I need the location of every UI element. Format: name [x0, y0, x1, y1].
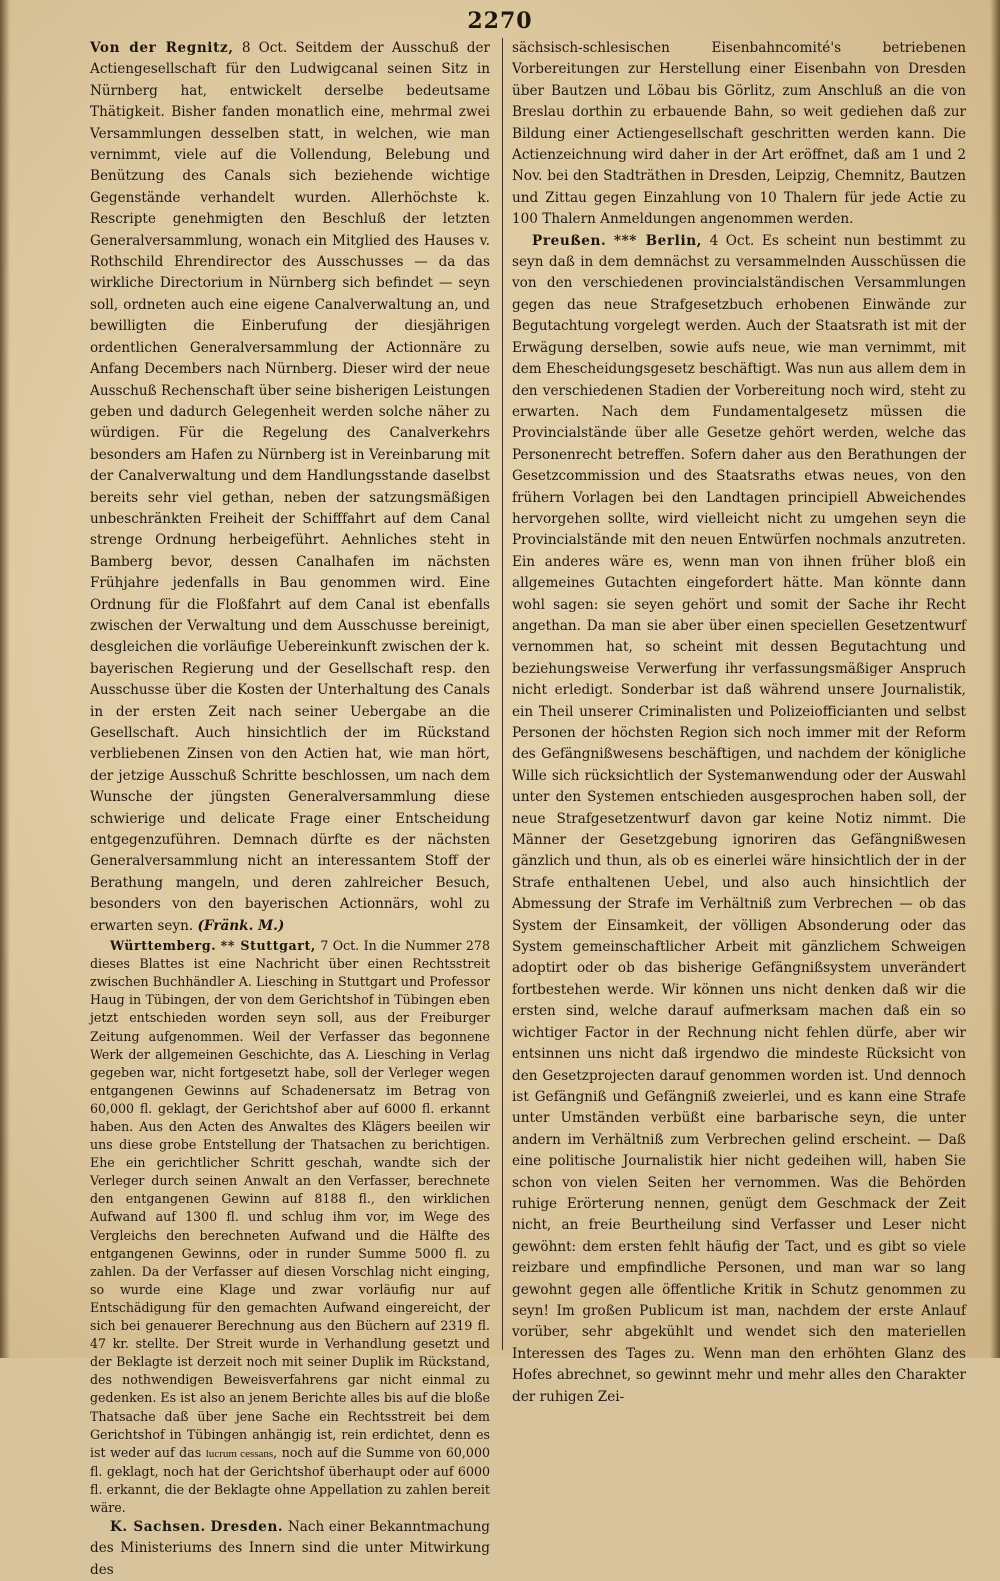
- dateline-place: Dresden.: [210, 1519, 284, 1536]
- article-sachsen: [90, 1517, 490, 1581]
- article-text: sächsisch-schlesischen Eisenbahncomité's betriebenen Vorbereitungen zur Herstellung einer Eisenbahn von Dresden über Bautzen und Löbau bis Görlitz, zum Anschluß an die von Breslau dorthin zu erbauende Bahn, so weit gediehen daß zur Bildung einer Actiengesellschaft geschritten werden kann. Die Actienzeichnung wird daher in der Art eröffnet, daß am 1 und 2 Nov. bei den Stadträthen in Dresden, Leipzig, Chemnitz, Bautzen und Zittau gegen Einzahlung von 10 Thalern für jede Actie zu 100 Thalern Anmeldungen angenommen werden.: [512, 40, 966, 228]
- right-column: [512, 38, 966, 1408]
- latin-term: lucrum cessans: [205, 1447, 274, 1460]
- left-column: [90, 38, 490, 1581]
- article-text: Seitdem der Ausschuß der Actiengesellschaft für den Ludwigcanal seinen Sitz in Nürnberg hat, entwickelt derselbe bedeutsame Thätigkeit. Bisher fanden monatlich eine, mehrmal zwei Versammlungen desselben statt, in welchen, wie man vernimmt, viele auf die Vollendung, Belebung und Benützung des Canals sich beziehende wichtige Gegenstände verhandelt wurden. Allerhöchste k. Rescripte genehmigten den Beschluß der letzten Generalversammlung, wonach ein Mitglied des Hauses v. Rothschild Ehrendirector des Ausschusses — da das wirkliche Directorium in Nürnberg sich befindet — seyn soll, ordneten auch eine eigene Canalverwaltung an, und bewilligten die Einberufung der diesjährigen ordentlichen Generalversammlung der Actionnäre zu Anfang Decembers nach Nürnberg. Dieser wird der neue Ausschuß Rechenschaft über seine bisherigen Leistungen geben und dadurch Gelegenheit werden solche näher zu würdigen. Für die Regelung des Canalverkehrs besonders am Hafen zu Nürnberg ist in Vereinbarung mit der Canalverwaltung und dem Handlungsstande daselbst bereits sehr viel gethan, neben der satzungsmäßigen unbeschränkten Freiheit der Schifffahrt auf dem Canal strenge Ordnung herbeigeführt. Aehnliches steht in Bamberg bevor, dessen Canalhafen im nächsten Frühjahre jedenfalls in Bau genommen wird. Eine Ordnung für die Floßfahrt auf dem Canal ist ebenfalls zwischen der Verwaltung und dem Ausschusse bereinigt, desgleichen die vorläufige Uebereinkunft zwischen der k. bayerischen Regierung und der Gesellschaft resp. den Ausschusse über die Kosten der Unterhaltung des Canals in der ersten Zeit nach seiner Uebergabe an die Gesellschaft. Auch hinsichtlich der im Rückstand verbliebenen Zinsen von den Actien hat, wie man hört, der jetzige Ausschuß Schritte beschlossen, um nach dem Wunsche der jüngsten Generalversammlung diese schwierige und delicate Frage einer Entscheidung entgegenzuführen. Demnach dürfte es der nächsten Generalversammlung nicht an interessantem Stoff der Berathung mangeln, und deren zahlreicher Besuch, besonders von den bayerischen Actionnärs, wohl zu erwarten seyn.: [90, 40, 491, 934]
- section-heading: Preußen.: [532, 232, 607, 249]
- dateline-date: 7 Oct.: [320, 938, 360, 954]
- column-divider: [502, 38, 503, 1350]
- article-preussen: [512, 231, 966, 1408]
- dateline-place: ** Stuttgart,: [220, 938, 316, 954]
- article-text: Nach einer Bekanntmachung des Ministeriums des Innern sind die unter Mitwirkung des: [90, 1519, 491, 1578]
- dateline-date: 8 Oct.: [241, 40, 288, 56]
- page-edge-left: [0, 0, 10, 1358]
- page-edge-right: [990, 0, 1000, 1358]
- article-text: , noch auf die Summe von 60,000 fl. geklagt, noch hat der Gerichtshof überhaupt oder auf 6000 fl. erkannt, die der Beklagte ohne Appellation zu zahlen bereit wäre.: [90, 1444, 490, 1515]
- dateline-place: Von der Regnitz,: [90, 40, 234, 56]
- section-heading: K. Sachsen.: [110, 1519, 206, 1536]
- page-number: 2270: [467, 8, 533, 34]
- dateline-place: *** Berlin,: [613, 232, 703, 249]
- section-heading: Württemberg.: [110, 938, 217, 954]
- article-regnitz: [90, 38, 490, 937]
- article-text: Es scheint nun bestimmt zu seyn daß in dem demnächst zu versammelnden Ausschüssen die von den verschiedenen provincialständischen Versammlungen gegen das neue Strafgesetzbuch erhobenen Einwände zur Begutachtung vorgelegt werden. Auch der Staatsrath ist mit der Erwägung derselben, sowie aufs neue, wie man vernimmt, mit dem Ehescheidungsgesetz beschäftigt. Was nun aus allem dem in den verschiedenen Stadien der Vorbereitung noch wird, steht zu erwarten. Nach dem Fundamentalgesetz müssen die Provincialstände über alle Gesetze gehört werden, welche das Personenrecht betreffen. Sofern daher aus den Berathungen der Gesetzcommission und des Staatsraths etwas neues, von den frühern Vorlagen bei den Landtagen principiell Abweichendes hervorgehen sollte, wird vielleicht nicht zu umgehen seyn die Provincialstände mit den neuen Entwürfen nochmals anzutreten. Ein anderes wäre es, wenn man von ihnen früher bloß ein allgemeines Gutachten eingefordert hätte. Man könnte dann wohl sagen: sie seyen gehört und somit der Sache ihr Recht angethan. Da man sie aber über einen speciellen Gesetzentwurf vernommen hat, so scheint mit dessen Begutachtung und beziehungsweise Verwerfung ihr verfassungsmäßiger Anspruch nicht erledigt. Sonderbar ist daß während unsere Journalistik, ein Theil unserer Criminalisten und Polizeiofficianten und selbst Personen der höchsten Region sich noch immer mit der Reform des Gefängnißwesens beschäftigen, und nachdem der königliche Wille sich rücksichtlich der Systemanwendung oder der Auswahl unter den Systemen entschieden ausgesprochen haben soll, der neue Strafgesetzentwurf davon gar keine Notiz nimmt. Die Männer der Gesetzgebung ignoriren das Gefängnißwesen gänzlich und thun, als ob es einerlei wäre hinsichtlich der in der Strafe enthaltenen Uebel, und also auch hinsichtlich der Abmessung der Strafe im Verhältniß zum Verbrechen — ob das System der Einsamkeit, der völligen Absonderung oder das System gemeinschaftlicher Arbeit mit gänzlichem Schweigen adoptirt oder ob das bisherige Gefängnißsystem unverändert fortbestehen werde. Wir können uns nicht denken daß wir die ersten sind, welche darauf aufmerksam machen daß ein so wichtiger Factor in der Rechnung nicht fehlen dürfe, aber wir entsinnen uns nicht daß irgendwo die mindeste Rücksicht von den Gesetzprojecten darauf genommen worden ist. Und dennoch ist Gefängniß und Gefängniß zweierlei, und es kann eine Strafe unter Umständen verbüßt eine barbarische seyn, die unter andern im Verhältniß zum Verbrechen gelind erscheint. — Daß eine politische Journalistik hier nicht gedeihen will, haben Sie schon von vielen Seiten her vernommen. Was die Behörden ruhige Erörterung nennen, genügt dem Geschmack der Zeit nicht, an freie Beurtheilung sind Verfasser und Leser nicht gewöhnt: dem ersten fehlt häufig der Tact, und es gibt so viele reizbare und empfindliche Personen, und man war so lang gewohnt gegen alle öffentliche Kritik in Schutz genommen zu seyn! Im großen Publicum ist man, nachdem der erste Anlauf vorüber, sehr abgekühlt und wendet sich den materiellen Interessen des Tages zu. Wenn man den erhöhten Glanz des Hofes abrechnet, so gewinnt mehr und mehr alles den Charakter der ruhigen Zei-: [512, 232, 966, 1405]
- article-sachsen-continued: [512, 38, 966, 231]
- article-text: In die Nummer 278 dieses Blattes ist eine Nachricht über einen Rechtsstreit zwischen Buchhändler A. Liesching in Stuttgart und Professor Haug in Tübingen, der von dem Gerichtshof in Tübingen eben jetzt entschieden worden seyn soll, aus der Freiburger Zeitung aufgenommen. Weil der Verfasser das begonnene Werk der allgemeinen Geschichte, das A. Liesching in Verlag gegeben war, nicht fortgesetzt habe, soll der Verleger wegen entgangenen Gewinns auf Schadenersatz im Betrag von 60,000 fl. geklagt, der Gerichtshof aber auf 6000 fl. erkannt haben. Aus den Acten des Anwaltes des Klägers beeilen wir uns diese grobe Entstellung der Thatsachen zu berichtigen. Ehe ein gerichtlicher Schritt geschah, wandte sich der Verleger durch seinen Anwalt an den Verfasser, berechnete den entgangenen Gewinn auf 8188 fl., den wirklichen Aufwand auf 1300 fl. und schlug ihm vor, im Wege des Vergleichs den berechneten Aufwand und die Hälfte des entgangenen Gewinns, oder in runder Summe 5000 fl. zu zahlen. Da der Verfasser auf diesen Vorschlag nicht einging, so wurde eine Klage und zwar vorläufig nur auf Entschädigung für den gemachten Aufwand eingereicht, der sich bei genauerer Berechnung aus den Büchern auf 2319 fl. 47 kr. stellte. Der Streit wurde in Verhandlung gesetzt und der Beklagte ist derzeit noch mit seiner Duplik im Rückstand, des nothwendigen Beweisverfahrens gar nicht einmal zu gedenken. Es ist also an jenem Berichte alles bis auf die bloße Thatsache daß über jene Sache ein Rechtsstreit bei dem Gerichtshof in Tübingen anhängig ist, rein erdichtet, denn es ist weder auf das: [90, 938, 490, 1460]
- source-attribution: (Fränk. M.): [197, 917, 285, 934]
- article-wuerttemberg: [90, 937, 490, 1517]
- dateline-date: 4 Oct.: [709, 232, 755, 249]
